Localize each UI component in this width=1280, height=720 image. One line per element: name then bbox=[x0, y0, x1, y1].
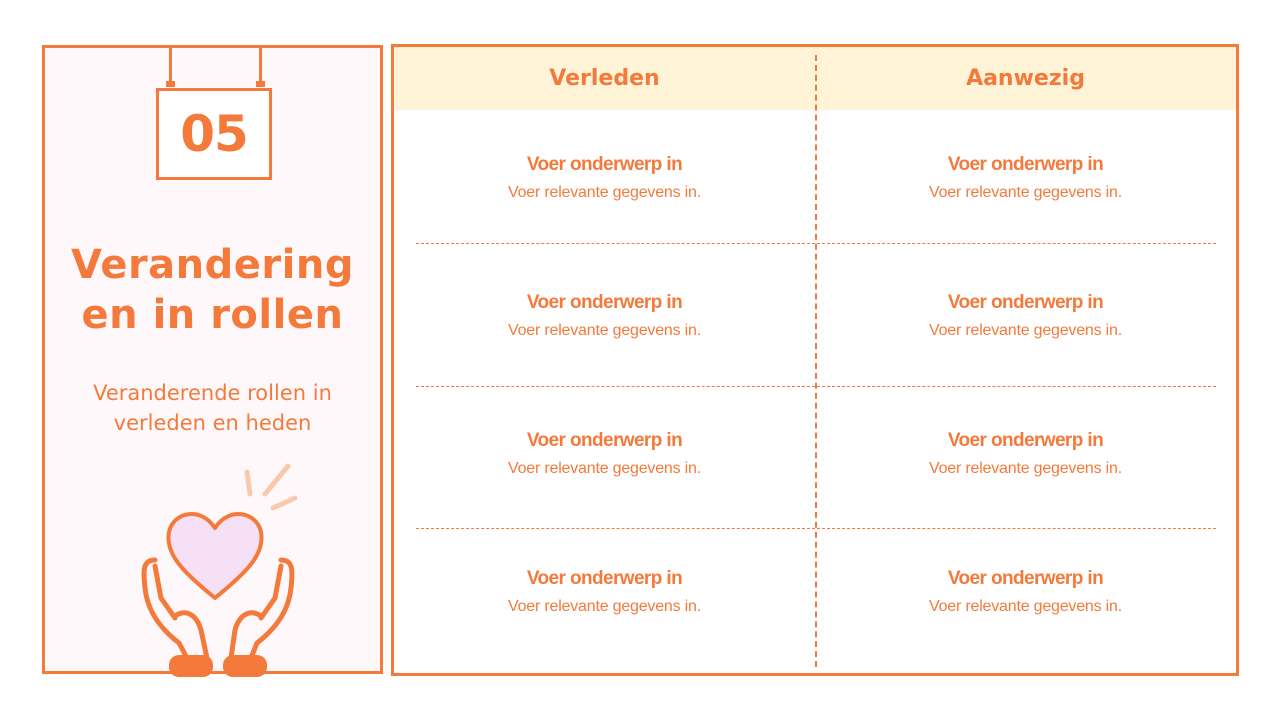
hook-left bbox=[166, 81, 175, 87]
column-header-past: Verleden bbox=[549, 66, 660, 91]
table-cell bbox=[815, 567, 1236, 618]
table-cell bbox=[815, 153, 1236, 204]
hanging-string-right bbox=[259, 45, 262, 83]
table-cell bbox=[394, 429, 815, 480]
page-title-line-1: Verandering bbox=[71, 242, 354, 288]
cell-topic: Voer onderwerp in bbox=[947, 568, 1104, 589]
table-cell bbox=[815, 291, 1236, 342]
table-cell bbox=[394, 153, 815, 204]
cell-topic: Voer onderwerp in bbox=[947, 154, 1104, 175]
cell-detail: Voer relevante gegevens in. bbox=[508, 184, 701, 201]
row-divider bbox=[416, 528, 1216, 529]
hook-right bbox=[256, 81, 265, 87]
cell-detail: Voer relevante gegevens in. bbox=[929, 598, 1122, 615]
comparison-table bbox=[391, 44, 1239, 676]
cell-detail: Voer relevante gegevens in. bbox=[929, 460, 1122, 477]
page-subtitle-line-1: Veranderende rollen in bbox=[93, 381, 332, 405]
cell-topic: Voer onderwerp in bbox=[526, 568, 683, 589]
cell-detail: Voer relevante gegevens in. bbox=[508, 460, 701, 477]
cell-topic: Voer onderwerp in bbox=[947, 292, 1104, 313]
section-number: 05 bbox=[156, 88, 272, 180]
row-divider bbox=[416, 243, 1216, 244]
page-subtitle bbox=[45, 378, 380, 438]
table-cell bbox=[815, 429, 1236, 480]
cell-detail: Voer relevante gegevens in. bbox=[508, 598, 701, 615]
cell-detail: Voer relevante gegevens in. bbox=[929, 184, 1122, 201]
hands-holding-heart-icon bbox=[135, 458, 305, 683]
cell-topic: Voer onderwerp in bbox=[526, 292, 683, 313]
hanging-string-left bbox=[169, 45, 172, 83]
cell-detail: Voer relevante gegevens in. bbox=[508, 322, 701, 339]
page-subtitle-line-2: verleden en heden bbox=[113, 411, 312, 435]
page-title bbox=[45, 240, 380, 340]
column-header-present: Aanwezig bbox=[966, 66, 1085, 91]
page-title-line-2: en in rollen bbox=[81, 292, 344, 338]
cell-detail: Voer relevante gegevens in. bbox=[929, 322, 1122, 339]
cell-topic: Voer onderwerp in bbox=[526, 430, 683, 451]
left-panel bbox=[42, 45, 383, 674]
row-divider bbox=[416, 386, 1216, 387]
cell-topic: Voer onderwerp in bbox=[947, 430, 1104, 451]
table-cell bbox=[394, 291, 815, 342]
cell-topic: Voer onderwerp in bbox=[526, 154, 683, 175]
table-cell bbox=[394, 567, 815, 618]
